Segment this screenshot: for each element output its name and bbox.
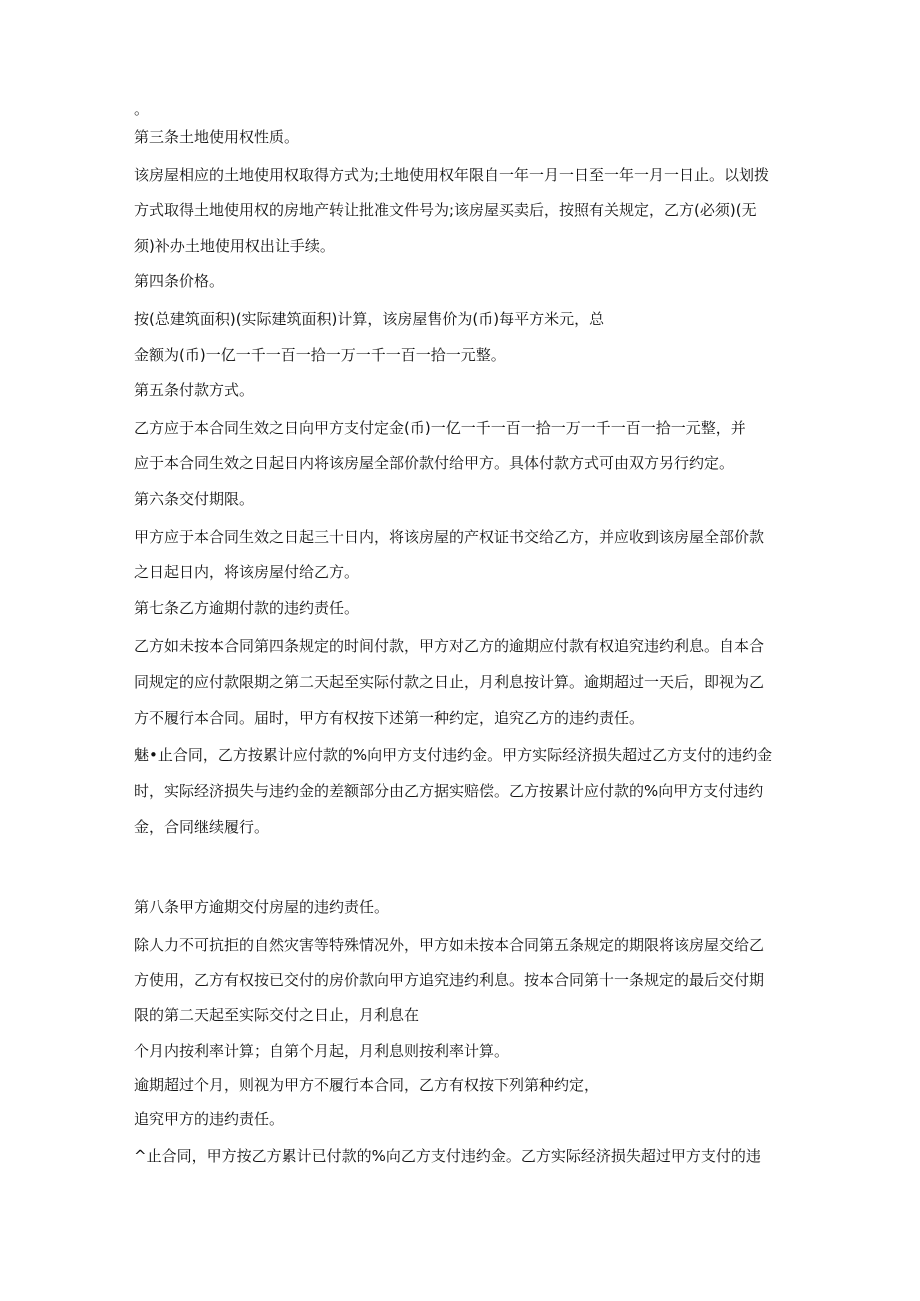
- text-line: 金，合同继续履行。: [134, 818, 270, 836]
- text-line: 方式取得土地使用权的房地产转让批准文件号为;该房屋买卖后，按照有关规定，乙方(必须)(无: [134, 201, 757, 219]
- text-line: 方不履行本合同。届时，甲方有权按下述第一种约定，追究乙方的违约责任。: [134, 709, 645, 727]
- text-line: 之日起日内，将该房屋付给乙方。: [134, 563, 360, 581]
- text-line: 甲方应于本合同生效之日起三十日内，将该房屋的产权证书交给乙方，并应收到该房屋全部价款: [134, 528, 765, 546]
- text-line: 个月内按利率计算；自第个月起，月利息则按利率计算。: [134, 1042, 510, 1060]
- text-line: 应于本合同生效之日起日内将该房屋全部价款付给甲方。具体付款方式可由双方另行约定。: [134, 454, 735, 472]
- heading-article-5: 第五条付款方式。: [134, 381, 255, 399]
- text-line: ^止合同，甲方按乙方累计已付款的%向乙方支付违约金。乙方实际经济损失超过甲方支付的违: [134, 1147, 761, 1165]
- text-line: 方使用，乙方有权按已交付的房价款向甲方追究违约利息。按本合同第十一条规定的最后交付期: [134, 971, 765, 989]
- heading-article-7: 第七条乙方逾期付款的违约责任。: [134, 599, 360, 617]
- heading-article-6: 第六条交付期限。: [134, 490, 255, 508]
- text-line-period: 。: [134, 100, 150, 118]
- text-line: 乙方如未按本合同第四条规定的时间付款，甲方对乙方的逾期应付款有权追究违约利息。自本合: [134, 637, 765, 655]
- text-line: 限的第二天起至实际交付之日止，月利息在: [134, 1006, 420, 1024]
- text-line: 金额为(币)一亿一千一百一拾一万一千一百一拾一元整。: [134, 346, 506, 364]
- text-line: 同规定的应付款限期之第二天起至实际付款之日止，月利息按计算。逾期超过一天后，即视为乙: [134, 673, 765, 691]
- text-line: 时，实际经济损失与违约金的差额部分由乙方据实赔偿。乙方按累计应付款的%向甲方支付违约: [134, 782, 764, 800]
- text-line: 追究甲方的违约责任。: [134, 1110, 285, 1128]
- heading-article-3: 第三条土地使用权性质。: [134, 128, 300, 146]
- text-line: 魅•止合同，乙方按累计应付款的%向甲方支付违约金。甲方实际经济损失超过乙方支付的违约金: [134, 746, 773, 764]
- heading-article-8: 第八条甲方逾期交付房屋的违约责任。: [134, 898, 390, 916]
- text-line: 按(总建筑面积)(实际建筑面积)计算，该房屋售价为(币)每平方米元，总: [134, 310, 605, 328]
- text-line: 乙方应于本合同生效之日向甲方支付定金(币)一亿一千一百一拾一万一千一百一拾一元整，并: [134, 419, 746, 437]
- text-line: 须)补办土地使用权出让手续。: [134, 237, 335, 255]
- text-line: 该房屋相应的土地使用权取得方式为;土地使用权年限自一年一月一日至一年一月一日止。以划拨: [134, 166, 770, 184]
- text-line: 除人力不可抗拒的自然灾害等特殊情况外，甲方如未按本合同第五条规定的期限将该房屋交给乙: [134, 936, 765, 954]
- text-line: 逾期超过个月，则视为甲方不履行本合同，乙方有权按下列第种约定，: [134, 1076, 600, 1094]
- heading-article-4: 第四条价格。: [134, 272, 225, 290]
